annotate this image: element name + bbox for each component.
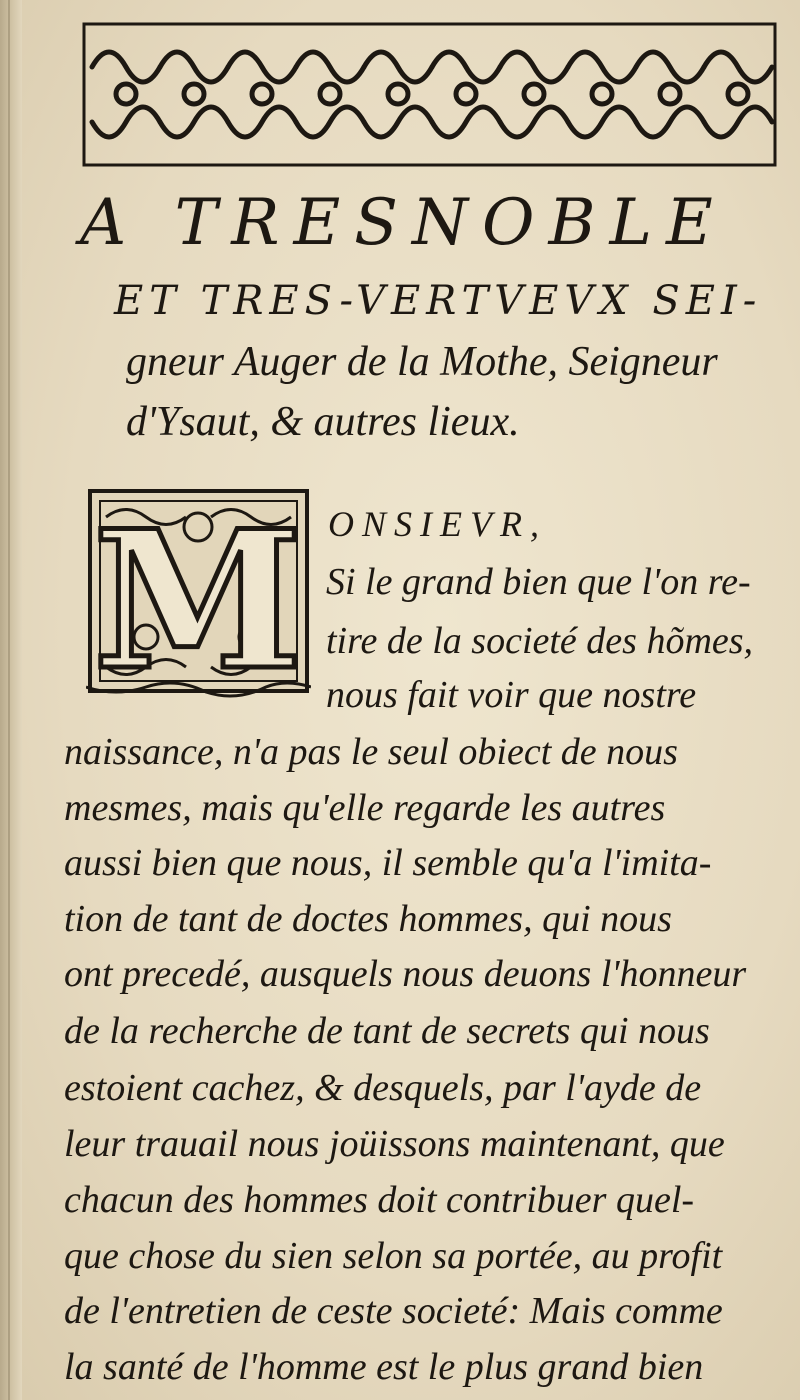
text-line: de la recherche de tant de secrets qui nous <box>64 1010 710 1052</box>
decorated-initial <box>86 487 311 702</box>
address-line: d'Ysaut, & autres lieux. <box>126 399 520 445</box>
scroll-ornament <box>592 84 612 104</box>
text-line: de l'entretien de ceste societé: Mais comme <box>64 1290 723 1332</box>
text-line: nous fait voir que nostre <box>326 674 697 716</box>
scroll-ornament <box>704 107 772 137</box>
text-line: leur trauail nous joüissons maintenant, que <box>64 1123 725 1165</box>
scroll-ornament <box>364 52 432 82</box>
scroll-ornament <box>92 52 160 82</box>
scroll-ornament <box>364 107 432 137</box>
scroll-ornament <box>92 107 160 137</box>
text-line: Si le grand bien que l'on re- <box>326 561 751 603</box>
scroll-ornament <box>568 52 636 82</box>
dedication-title: A TRESNOBLE <box>80 186 727 260</box>
scroll-ornament <box>160 52 228 82</box>
scroll-ornament <box>456 84 476 104</box>
salutation: ONSIEVR, <box>328 504 547 544</box>
text-line: la santé de l'homme est le plus grand bien <box>64 1346 704 1388</box>
scroll-ornament <box>116 84 136 104</box>
scroll-ornament <box>228 52 296 82</box>
scroll-ornament <box>728 84 748 104</box>
scroll-ornament <box>228 107 296 137</box>
scroll-ornament <box>320 84 340 104</box>
text-line: que chose du sien selon sa portée, au profit <box>64 1235 723 1277</box>
scroll-ornament <box>296 52 364 82</box>
scroll-ornament <box>184 84 204 104</box>
scroll-ornament <box>432 107 500 137</box>
scroll-ornament <box>296 107 364 137</box>
address-line: gneur Auger de la Mothe, Seigneur <box>126 339 718 385</box>
scroll-ornament <box>704 52 772 82</box>
scroll-ornament <box>500 52 568 82</box>
binding-edge <box>0 0 22 1400</box>
text-line: chacun des hommes doit contribuer quel- <box>64 1179 695 1221</box>
scroll-ornament <box>660 84 680 104</box>
scroll-ornament <box>524 84 544 104</box>
scroll-ornament <box>432 52 500 82</box>
ornamental-headpiece <box>82 22 777 167</box>
initial-letter: M <box>92 489 304 702</box>
text-line: tire de la societé des hõmes, <box>326 620 754 662</box>
text-line: tion de tant de doctes hommes, qui nous <box>64 898 672 940</box>
scroll-ornament <box>252 84 272 104</box>
scroll-ornament <box>500 107 568 137</box>
scroll-ornament <box>160 107 228 137</box>
text-line: mesmes, mais qu'elle regarde les autres <box>64 787 666 829</box>
scroll-ornament <box>636 107 704 137</box>
scroll-ornament <box>568 107 636 137</box>
scroll-ornament <box>388 84 408 104</box>
text-line: aussi bien que nous, il semble qu'a l'imita- <box>64 842 712 884</box>
dedication-subtitle: ET TRES-VERTVEVX SEI- <box>114 278 763 324</box>
text-line: ont precedé, ausquels nous deuons l'honneur <box>64 953 747 995</box>
scroll-ornament <box>636 52 704 82</box>
text-line: estoient cachez, & desquels, par l'ayde de <box>64 1067 702 1109</box>
text-line: naissance, n'a pas le seul obiect de nous <box>64 731 678 773</box>
